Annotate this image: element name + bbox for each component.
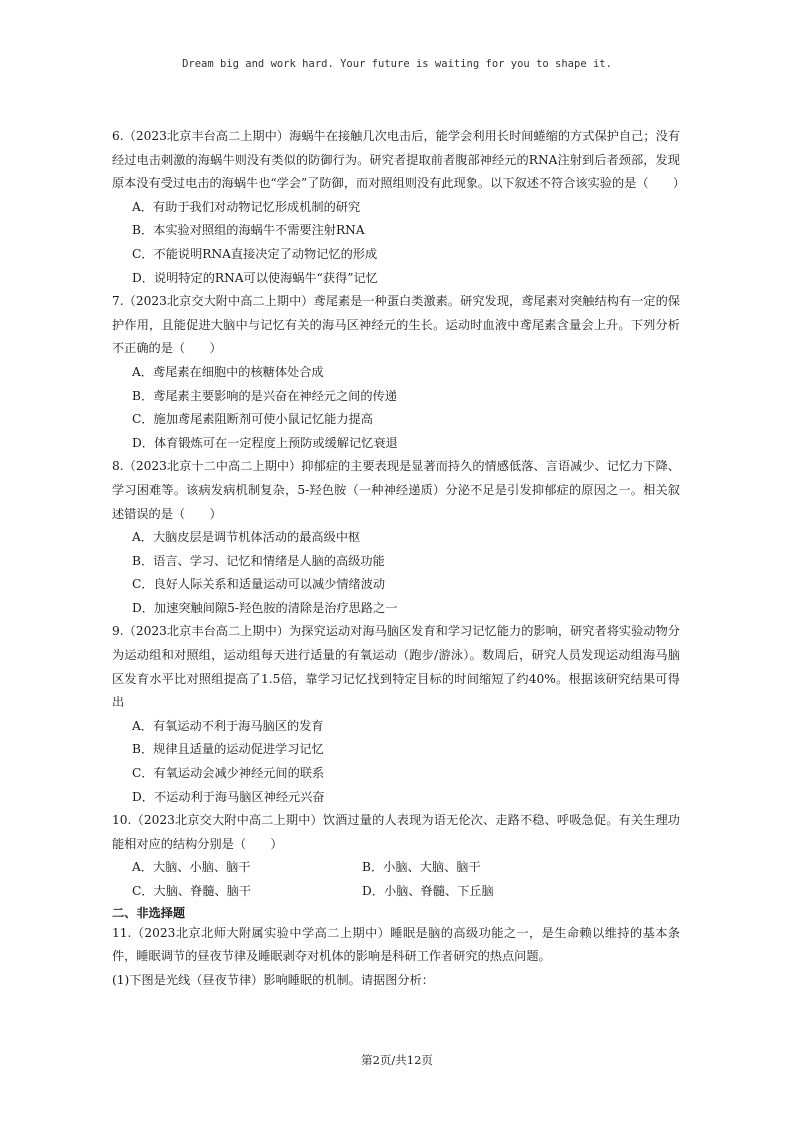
question-stem: 6.（2023北京丰台高二上期中）海蜗牛在接触几次电击后，能学会利用长时间蜷缩的方式保护自己；没有经过电击刺激的海蜗牛则没有类似的防御行为。研究者提取前者腹部神经元的RNA注射到后者颈部，发现原本没有受过电击的海蜗牛也“学会”了防御，而对照组则没有此现象。以下叙述不符合该实验的是（ ） <box>112 129 686 191</box>
option-d: D．不运动利于海马脑区神经元兴奋 <box>132 789 325 804</box>
question-6 <box>112 125 686 290</box>
option-b: B．规律且适量的运动促进学习记忆 <box>132 742 324 757</box>
option-a: A．大脑皮层是调节机体活动的最高级中枢 <box>132 530 361 545</box>
option-a: A．有助于我们对动物记忆形成机制的研究 <box>132 199 361 214</box>
option-d: D．说明特定的RNA可以使海蜗牛“获得”记忆 <box>132 270 378 285</box>
question-10 <box>112 809 680 903</box>
question-stem: 10.（2023北京交大附中高二上期中）饮酒过量的人表现为语无伦次、走路不稳、呼吸急促。有关生理功能相对应的结构分别是（ ） <box>112 813 680 851</box>
option-a: A．有氧运动不利于海马脑区的发育 <box>132 718 324 733</box>
option-d: D．小脑、脊髓、下丘脑 <box>362 884 494 898</box>
section-title: 二、非选择题 <box>112 905 186 920</box>
option-c: C．大脑、脊髓、脑干 <box>132 884 252 898</box>
options-grid <box>112 856 680 903</box>
question-stem: 8.（2023北京十二中高二上期中）抑郁症的主要表现是显著而持久的情感低落、言语减少、记忆力下降、学习困难等。该病发病机制复杂，5-羟色胺（一种神经递质）分泌不足是引发抑郁症的原因之一。相关叙述错误的是（ ） <box>112 459 680 521</box>
option-c: C．施加鸢尾素阻断剂可使小鼠记忆能力提高 <box>132 412 373 427</box>
question-7 <box>112 290 680 455</box>
option-c: C．良好人际关系和适量运动可以减少情绪波动 <box>132 577 386 592</box>
question-8 <box>112 455 680 620</box>
option-a: A．大脑、小脑、脑干 <box>132 860 251 875</box>
option-b: B．鸢尾素主要影响的是兴奋在神经元之间的传递 <box>132 388 397 403</box>
page-number: 第2页/共12页 <box>361 1053 433 1067</box>
question-stem: 7.（2023北京交大附中高二上期中）鸢尾素是一种蛋白类激素。研究发现，鸢尾素对突触结构有一定的保护作用，且能促进大脑中与记忆有关的海马区神经元的生长。运动时血液中鸢尾素含量会上升。下列分析不正确的是（ ） <box>112 294 680 356</box>
option-b: B．小脑、大脑、脑干 <box>362 860 481 875</box>
question-stem: 9.（2023北京丰台高二上期中）为探究运动对海马脑区发育和学习记忆能力的影响，研究者将实验动物分为运动组和对照组，运动组每天进行适量的有氧运动（跑步/游泳）。数周后，研究人员发现运动组海马脑区发育水平比对照组提高了1.5倍，靠学习记忆找到特定目标的时间缩短了约40%。根据该研究结果可得出 <box>112 624 680 710</box>
page-content <box>112 125 686 992</box>
question-11-sub1: (1)下图是光线（昼夜节律）影响睡眠的机制。请据图分析： <box>112 972 434 987</box>
option-b: B．本实验对照组的海蜗牛不需要注射RNA <box>132 223 365 238</box>
option-c: C．有氧运动会减少神经元间的联系 <box>132 766 325 781</box>
header-motto: Dream big and work hard. Your future is waiting for you to shape it. <box>182 58 612 70</box>
option-d: D．加速突触间隙5-羟色胺的清除是治疗思路之一 <box>132 600 398 615</box>
question-11-stem: 11.（2023北京北师大附属实验中学高二上期中）睡眠是脑的高级功能之一，是生命赖以维持的基本条件，睡眠调节的昼夜节律及睡眠剥夺对机体的影响是科研工作者研究的热点问题。 <box>112 925 680 964</box>
option-d: D．体育锻炼可在一定程度上预防或缓解记忆衰退 <box>132 435 398 450</box>
option-a: A．鸢尾素在细胞中的核糖体处合成 <box>132 364 324 379</box>
option-c: C．不能说明RNA直接决定了动物记忆的形成 <box>132 246 378 261</box>
question-9 <box>112 620 680 809</box>
option-b: B．语言、学习、记忆和情绪是人脑的高级功能 <box>132 553 385 568</box>
